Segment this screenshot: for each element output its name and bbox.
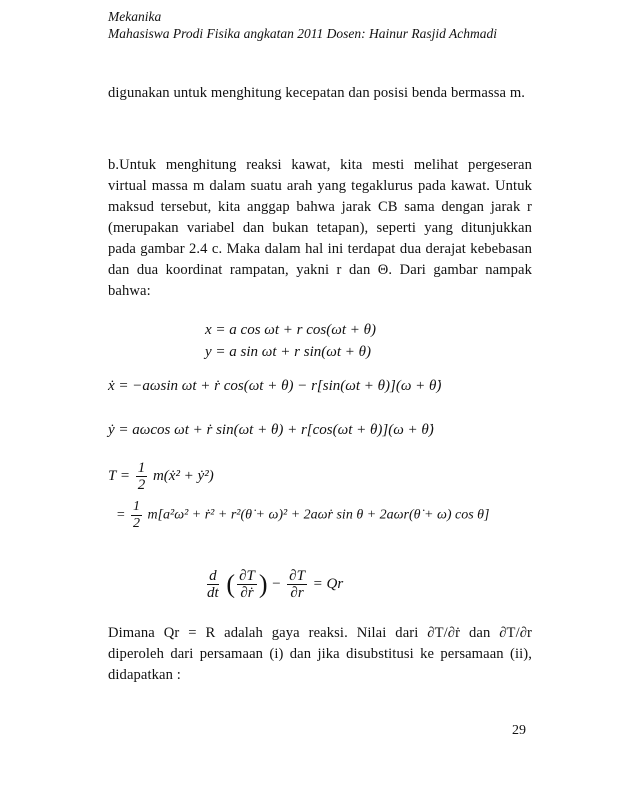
paragraph-intro: digunakan untuk menghitung kecepatan dan posisi benda bermassa m. <box>108 85 526 101</box>
half-numerator: 1 <box>137 460 146 476</box>
kinetic-energy-lhs: T = <box>108 467 130 484</box>
lagrange-dt-denominator: dt <box>207 585 219 601</box>
equation-kinetic-energy-1 <box>108 460 214 493</box>
kinetic-energy-rhs: m(ẋ² + ẏ²) <box>152 467 214 484</box>
lagrange-dT-dr <box>287 568 307 601</box>
half-numerator-2: 1 <box>132 499 140 514</box>
equation-kinetic-energy-2 <box>116 499 490 532</box>
running-header-subtitle: Mahasiswa Prodi Fisika angkatan 2011 Dosen: Hainur Rasjid Achmadi <box>108 26 497 41</box>
equation-y: y = a sin ωt + r sin(ωt + θ) <box>205 344 371 360</box>
paragraph-reaction-force: Dimana Qr = R adalah gaya reaksi. Nilai dari ∂T/∂ṙ dan ∂T/∂r diperoleh dari persamaan (i) dan jika disubstitusi ke persamaan (ii), didapatkan : <box>108 625 532 683</box>
lagrange-dT-drdot <box>237 568 257 601</box>
kinetic-energy-2-rhs: m[a²ω² + ṙ² + r²(θ̇ + ω)² + 2aωṙ sin θ + 2aωr(θ̇ + ω) cos θ] <box>147 507 490 523</box>
left-paren: ( <box>226 569 236 599</box>
running-header-title: Mekanika <box>108 9 162 24</box>
lagrange-rhs: = Qr <box>312 575 344 592</box>
equation-lagrange <box>203 568 343 601</box>
right-paren: ) <box>258 569 268 599</box>
lagrange-drdot-denominator: ∂ṙ <box>240 585 254 601</box>
equation-x: x = a cos ωt + r cos(ωt + θ) <box>205 322 376 338</box>
kinetic-energy-2-lhs: = <box>116 507 126 523</box>
page-number: 29 <box>512 723 526 738</box>
half-fraction-2 <box>131 499 142 532</box>
lagrange-d-numerator: d <box>209 568 217 584</box>
lagrange-dT-numerator-2: ∂T <box>289 568 305 584</box>
lagrange-minus: − <box>271 575 282 592</box>
half-denominator-2: 2 <box>132 516 140 531</box>
half-denominator: 2 <box>137 477 146 493</box>
equation-x-dot: ẋ = −aωsin ωt + ṙ cos(ωt + θ) − r[sin(ωt + θ)](ω + θ̇) <box>108 378 442 394</box>
lagrange-dT-numerator: ∂T <box>239 568 255 584</box>
lagrange-d-dt <box>205 568 221 601</box>
paragraph-wire-reaction: b.Untuk menghitung reaksi kawat, kita mesti melihat pergeseran virtual massa m dalam suatu arah yang tegaklurus pada kawat. Untuk maksud tersebut, kita anggap bahwa jarak CB sama dengan jarak r (merupakan variabel dan bukan tetapan), seperti yang ditunjukkan pada gambar 2.4 c. Maka dalam hal ini terdapat dua derajat kebebasan dan dua koordinat rampatan, yakni r dan Θ. Dari gambar nampak bahwa: <box>108 157 532 299</box>
equation-y-dot: ẏ = aωcos ωt + ṙ sin(ωt + θ) + r[cos(ωt + θ)](ω + θ̇) <box>108 422 434 438</box>
half-fraction <box>136 460 148 493</box>
lagrange-dr-denominator: ∂r <box>290 585 304 601</box>
